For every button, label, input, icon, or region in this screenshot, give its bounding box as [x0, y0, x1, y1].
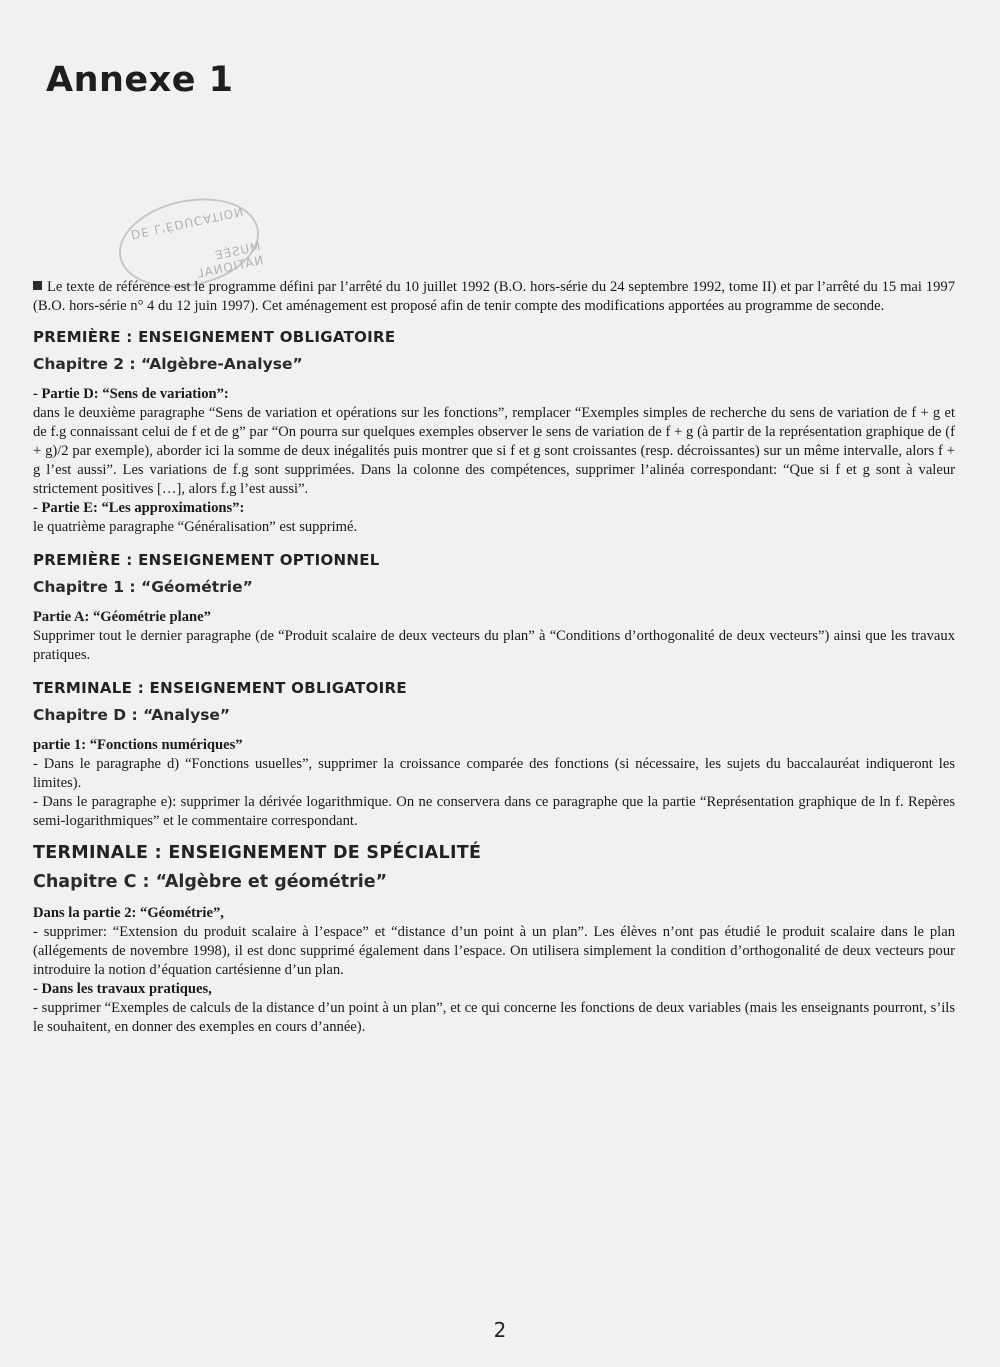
part-subheading: partie 1: “Fonctions numériques” — [33, 737, 243, 753]
part-text: Supprimer tout le dernier paragraphe (de “Produit scalaire de deux vecteurs du plan” à “Conditions d’orthogonalité de deux vecteurs”) ainsi que les travaux pratiques. — [33, 628, 955, 663]
part-subheading: Dans la partie 2: “Géométrie”, — [33, 905, 224, 921]
part-text: - Dans le paragraphe d) “Fonctions usuelles”, supprimer la croissance comparée des fonctions (si nécessaire, les sujets du baccalauréat indiqueront les limites). — [33, 756, 955, 791]
page-title: Annexe 1 — [46, 60, 234, 100]
part-subheading: - Partie D: “Sens de variation”: — [33, 386, 229, 402]
part-text: - supprimer: “Extension du produit scalaire à l’espace” et “distance d’un point à un plan”. Les élèves n’ont pas étudié le produit scalaire dans le plan (allégements de novembre 1998), il est donc supprimé également dans l’espace. On utilisera simplement la condition d’orthogonalité de deux vecteurs pour introduire la notion d’équation cartésienne d’un plan. — [33, 924, 955, 978]
part-subheading: Partie A: “Géométrie plane” — [33, 609, 211, 625]
chapter-heading: Chapitre C : “Algèbre et géométrie” — [33, 872, 388, 892]
document-body — [33, 278, 955, 1037]
section-heading: TERMINALE : ENSEIGNEMENT DE SPÉCIALITÉ — [33, 843, 482, 863]
part-subheading: - Dans les travaux pratiques, — [33, 981, 212, 997]
intro-paragraph: Le texte de référence est le programme défini par l’arrêté du 10 juillet 1992 (B.O. hors-série du 24 septembre 1992, tome II) et par l’arrêté du 15 mai 1997 (B.O. hors-série n° 4 du 12 juin 1997). Cet aménagement est proposé afin de tenir compte des modifications apportées au programme de seconde. — [33, 279, 955, 314]
section-heading: PREMIÈRE : ENSEIGNEMENT OPTIONNEL — [33, 551, 380, 569]
part-text: - supprimer “Exemples de calculs de la distance d’un point à un plan”, et ce qui concerne les fonctions de deux variables (mais les enseignants pourront, s’ils le souhaitent, en donner des exemples en cours d’année). — [33, 1000, 955, 1035]
part-text: le quatrième paragraphe “Généralisation” est supprimé. — [33, 519, 358, 535]
square-bullet-icon — [33, 281, 42, 290]
section-heading: TERMINALE : ENSEIGNEMENT OBLIGATOIRE — [33, 679, 407, 697]
part-text: - Dans le paragraphe e): supprimer la dérivée logarithmique. On ne conservera dans ce paragraphe que la partie “Représentation graphique de ln f. Repères semi-logarithmiques” et le commentaire correspondant. — [33, 794, 955, 829]
chapter-heading: Chapitre D : “Analyse” — [33, 706, 231, 724]
chapter-heading: Chapitre 1 : “Géométrie” — [33, 578, 253, 596]
part-text: dans le deuxième paragraphe “Sens de variation et opérations sur les fonctions”, remplacer “Exemples simples de recherche du sens de variation de f + g et de f.g connaissant celui de f et de g” par “On pourra sur quelques exemples observer le sens de variation de f + g (à partir de la représentation graphique de (f + g)/2 par exemple), aborder ici la somme de deux inégalités puis montrer que si f et g sont croissantes (resp. décroissantes) sur un même intervalle, alors f + g l’est aussi”. Les variations de f.g sont supprimées. Dans la colonne des compétences, supprimer l’alinéa correspondant: “Que si f et g sont à valeur strictement positives […], alors f.g l’est aussi”. — [33, 405, 955, 497]
page-number: 2 — [493, 1318, 507, 1342]
chapter-heading: Chapitre 2 : “Algèbre-Analyse” — [33, 355, 303, 373]
part-subheading: - Partie E: “Les approximations”: — [33, 500, 245, 516]
section-heading: PREMIÈRE : ENSEIGNEMENT OBLIGATOIRE — [33, 328, 396, 346]
stamp-seal: DE L'ÉDUCATION MUSÉE NATIONAL — [111, 186, 268, 300]
